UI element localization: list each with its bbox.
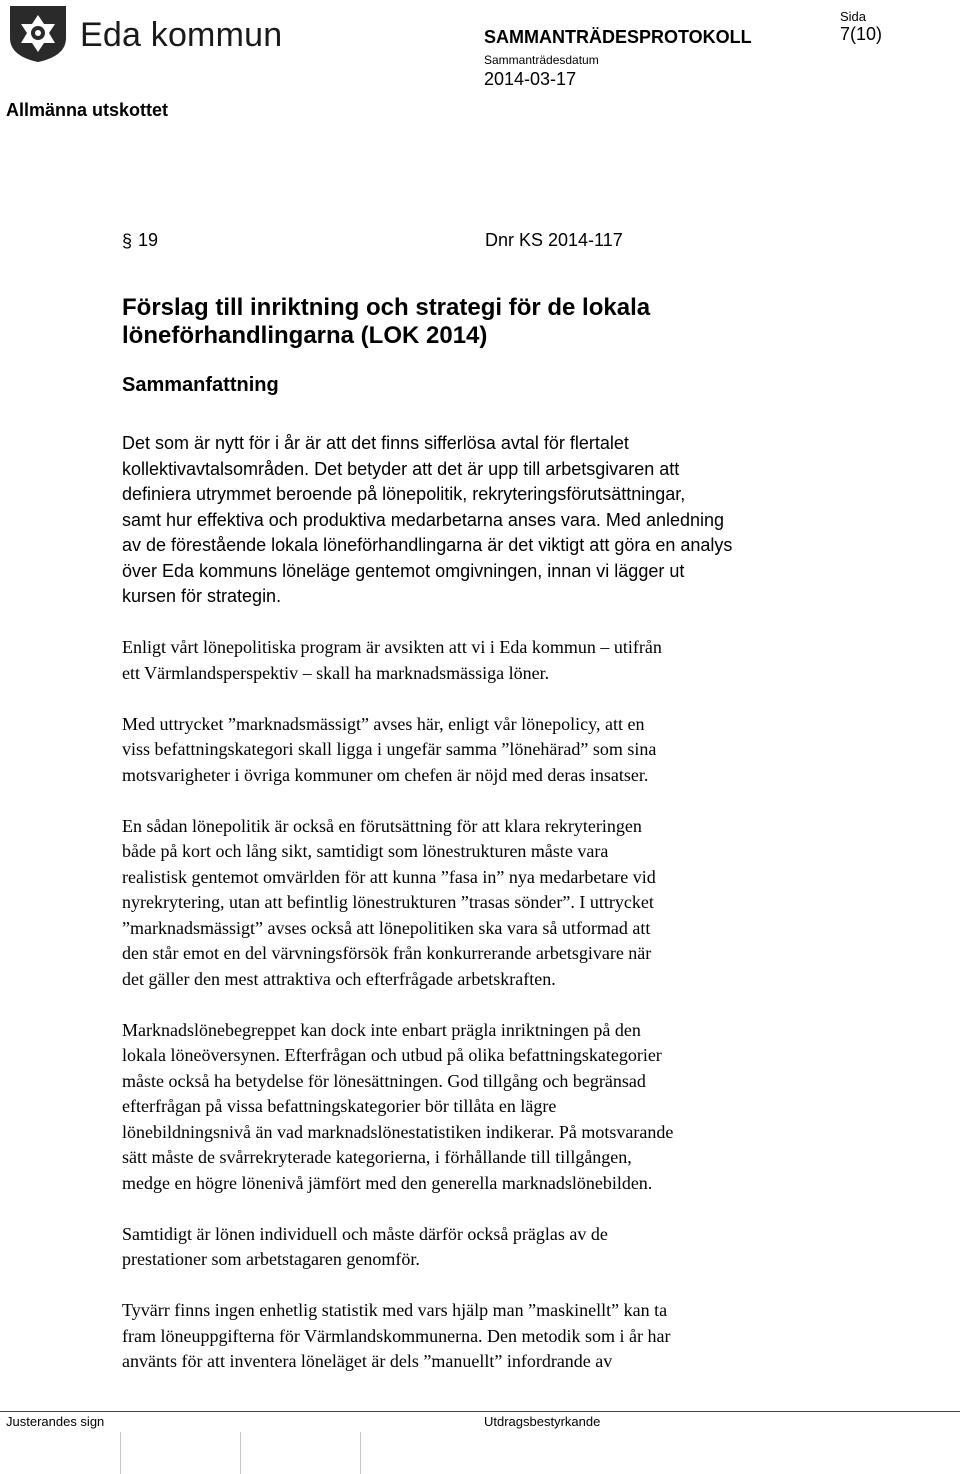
body-line: realistisk gentemot omvärlden för att kunna ”fasa in” nya medarbetare vid	[122, 866, 656, 887]
page-number: 7(10)	[840, 24, 883, 44]
body-line: viss befattningskategori skall ligga i ungefär samma ”lönehärad” som sina	[122, 739, 657, 759]
body-paragraph	[122, 431, 842, 610]
meeting-date-label: Sammanträdesdatum	[484, 53, 599, 67]
body-line: det gäller den mest attraktiva och efterfrågade arbetskraften.	[122, 968, 556, 989]
body-line: En sådan lönepolitik är också en förutsättning för att klara rekryteringen	[122, 815, 642, 836]
committee-name: Allmänna utskottet	[6, 100, 169, 120]
body-line: ”marknadsmässigt” avses också att lönepolitiken ska vara så utformad att	[122, 917, 651, 938]
crest-icon	[8, 4, 68, 64]
body-line: Med uttrycket ”marknadsmässigt” avses här, enligt vår lönepolicy, att en	[122, 713, 645, 734]
summary-heading: Sammanfattning	[122, 374, 279, 396]
body-line: kollektivavtalsområden. Det betyder att det är upp till arbetsgivaren att	[122, 458, 680, 479]
body-line: Enligt vårt lönepolitiska program är avsikten att vi i Eda kommun – utifrån	[122, 637, 662, 657]
body-line: nyrekrytering, utan att befintlig lönestrukturen ”trasas sönder”. I uttrycket	[122, 892, 654, 912]
body-line: definiera utrymmet beroende på lönepolitik, rekryteringsförutsättningar,	[122, 484, 686, 504]
body-line: prestationer som arbetstagaren genomför.	[122, 1249, 420, 1269]
justerandes-sign-label: Justerandes sign	[6, 1414, 105, 1429]
signature-box-divider	[360, 1432, 361, 1474]
body-paragraph	[122, 635, 842, 686]
body-line: Marknadslönebegreppet kan dock inte enbart prägla inriktningen på den	[122, 1019, 641, 1040]
body-line: över Eda kommuns löneläge gentemot omgivningen, innan vi lägger ut	[122, 560, 685, 581]
body-line: efterfrågan på vissa befattningskategorier bör tillåta en lägre	[122, 1096, 557, 1116]
body-paragraph	[122, 1298, 842, 1375]
municipality-logo	[8, 4, 68, 64]
body-line: Samtidigt är lönen individuell och måste därför också präglas av de	[122, 1223, 608, 1244]
utdragsbestyrkande-label: Utdragsbestyrkande	[484, 1414, 601, 1429]
body-paragraph	[122, 814, 842, 993]
body-line: av de förestående lokala löneförhandlingarna är det viktigt att göra en analys	[122, 535, 733, 555]
case-number: Dnr KS 2014-117	[485, 230, 623, 250]
body-line: motsvarigheter i övriga kommuner om chefen är nöjd med deras insatser.	[122, 764, 649, 785]
body-line: måste också ha betydelse för lönesättningen. God tillgång och begränsad	[122, 1070, 646, 1091]
body-line: den står emot en del värvningsförsök från konkurrerande arbetsgivare när	[122, 943, 652, 963]
body-line: medge en högre lönenivå jämfört med den generella marknadslönebilden.	[122, 1172, 653, 1193]
footer-divider	[0, 1411, 960, 1412]
document-type: SAMMANTRÄDESPROTOKOLL	[484, 27, 752, 47]
item-title: Förslag till inriktning och strategi för de lokala löneförhandlingarna (LOK 2014)	[122, 294, 651, 349]
signature-box-divider	[120, 1432, 121, 1474]
section-mark: §	[122, 231, 133, 251]
body-line: samt hur effektiva och produktiva medarbetarna anses vara. Med anledning	[122, 509, 725, 530]
item-number: 19	[138, 230, 159, 250]
body-text	[122, 431, 842, 1400]
body-line: fram löneuppgifterna för Värmlandskommunerna. Den metodik som i år har	[122, 1325, 671, 1346]
body-line: både på kort och lång sikt, samtidigt som lönestrukturen måste vara	[122, 841, 609, 861]
body-line: använts för att inventera löneläget är dels ”manuellt” infordrande av	[122, 1351, 613, 1371]
body-line: Tyvärr finns ingen enhetlig statistik med vars hjälp man ”maskinellt” kan ta	[122, 1300, 668, 1320]
page-label: Sida	[840, 9, 867, 24]
signature-box-divider	[240, 1432, 241, 1474]
body-line: sätt måste de svårrekryterade kategorierna, i förhållande till tillgången,	[122, 1147, 632, 1167]
body-paragraph	[122, 712, 842, 789]
body-paragraph	[122, 1222, 842, 1273]
body-line: lokala löneöversynen. Efterfrågan och utbud på olika befattningskategorier	[122, 1045, 662, 1065]
body-line: Det som är nytt för i år är att det finns sifferlösa avtal för flertalet	[122, 433, 629, 453]
meeting-date: 2014-03-17	[484, 69, 577, 89]
body-line: ett Värmlandsperspektiv – skall ha marknadsmässiga löner.	[122, 662, 550, 683]
brand-name: Eda kommun	[80, 16, 283, 54]
body-paragraph	[122, 1018, 842, 1197]
body-line: kursen för strategin.	[122, 586, 282, 606]
body-line: lönebildningsnivå än vad marknadslönestatistiken indikerar. På motsvarande	[122, 1121, 674, 1142]
